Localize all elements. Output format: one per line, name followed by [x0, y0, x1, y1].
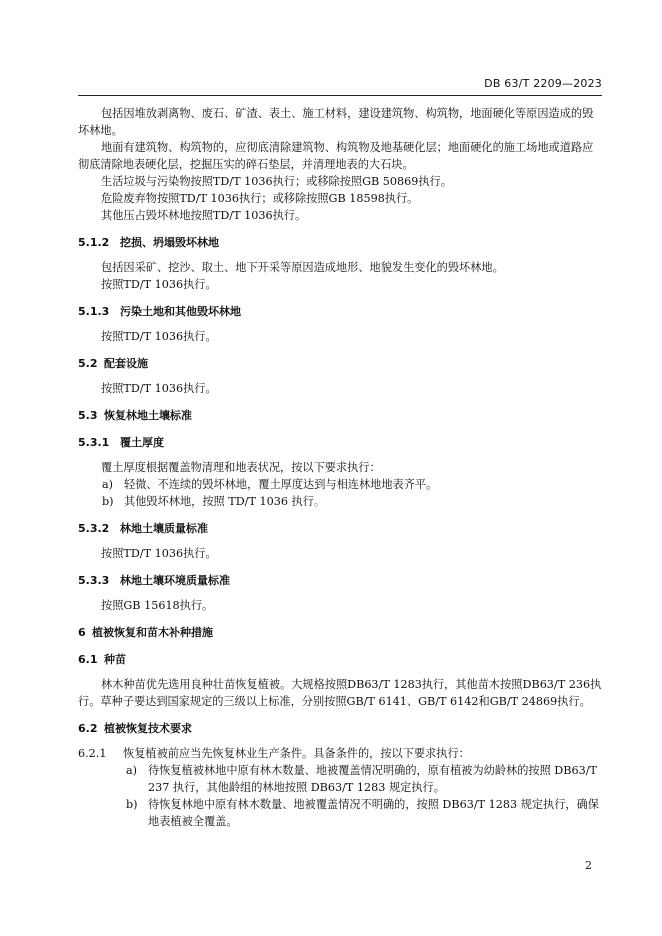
section-title: 配套设施: [104, 357, 148, 370]
section-heading-5-3-1: [78, 434, 602, 451]
list-marker: a): [126, 764, 138, 777]
list-item-end-mark: 。: [313, 495, 326, 508]
section-title: 林地土壤质量标准: [120, 522, 208, 535]
section-title: 污染土地和其他毁坏林地: [120, 305, 241, 318]
section-number: 6.1: [78, 653, 98, 666]
chapter-heading-6: [78, 624, 602, 641]
section-number: 5.3.3: [78, 574, 110, 587]
section-title: 林地土壤环境质量标准: [120, 574, 230, 587]
paragraph: 危险废弃物按照TD/T 1036执行；或移除按照GB 18598执行。: [101, 192, 419, 205]
section-heading-5-3-3: [78, 572, 602, 589]
section-number: 6.2: [78, 722, 98, 735]
section-number: 5.1.2: [78, 236, 110, 249]
paragraph: 按照TD/T 1036执行。: [101, 547, 217, 560]
section-heading-5-1-2: [78, 234, 602, 251]
list-item: [78, 762, 602, 796]
section-heading-6-1: [78, 651, 602, 668]
section-title: 恢复林地土壤标准: [104, 409, 192, 422]
paragraph: 其他压占毁坏林地按照TD/T 1036执行。: [101, 209, 307, 222]
section-heading-5-3: [78, 407, 602, 424]
paragraph: 按照TD/T 1036执行。: [101, 330, 217, 343]
section-heading-6-2: [78, 720, 602, 737]
paragraph: 按照TD/T 1036执行。: [101, 278, 217, 291]
subclause-text: 恢复植被前应当先恢复林业生产条件。具备条件的，按以下要求执行：: [123, 747, 470, 760]
list-item-text: 待恢复植被林地中原有林木数量、地被覆盖情况明确的，原有植被为幼龄林的按照 DB63/T 237 执行，其他龄组的林地按照 DB63/T 1283 规定执行。: [148, 764, 597, 794]
section-number: 6: [78, 626, 86, 639]
paragraph: 包括因堆放剥离物、废石、矿渣、表土、施工材料，建设建筑物、构筑物，地面硬化等原因造成的毁坏林地。: [78, 107, 594, 137]
paragraph: 覆土厚度根据覆盖物清理和地表状况，按以下要求执行：: [101, 461, 381, 474]
section-number: 5.1.3: [78, 305, 110, 318]
list-marker: b): [126, 798, 138, 811]
section-number: 5.2: [78, 357, 98, 370]
section-title: 覆土厚度: [120, 436, 164, 449]
list-item-text: 待恢复林地中原有林木数量、地被覆盖情况不明确的，按照 DB63/T 1283 规定执行，确保地表植被全覆盖。: [148, 798, 599, 828]
section-heading-5-2: [78, 355, 602, 372]
list-item-text: 其他毁坏林地，按照 TD/T 1036 执行: [124, 495, 314, 508]
paragraph: 按照GB 15618执行。: [101, 599, 214, 612]
section-title: 挖损、坍塌毁坏林地: [120, 236, 219, 249]
paragraph: 地面有建筑物、构筑物的，应彻底清除建筑物、构筑物及地基硬化层；地面硬化的施工场地或道路应彻底清除地表硬化层，挖掘压实的碎石垫层，并清理地表的大石块。: [78, 141, 594, 171]
paragraph: 包括因采矿、挖沙、取土、地下开采等原因造成地形、地貌发生变化的毁坏林地。: [101, 261, 504, 274]
list-item: [78, 796, 602, 830]
document-body: [78, 105, 602, 830]
section-title: 植被恢复和苗木补种措施: [92, 626, 213, 639]
section-number: 5.3.1: [78, 436, 110, 449]
list-item-text: 轻微、不连续的毁坏林地，覆土厚度达到与相连林地地表齐平。: [124, 478, 438, 491]
standard-code: DB 63/T 2209—2023: [484, 77, 602, 90]
section-number: 5.3: [78, 409, 98, 422]
paragraph: 林木种苗优先选用良种壮苗恢复植被。大规格按照DB63/T 1283执行，其他苗木按照DB63/T 236执行。草种子要达到国家规定的三级以上标准，分别按照GB/T 6141、GB/T 6142和GB/T 24869执行。: [78, 678, 602, 708]
subclause-number: 6.2.1: [78, 747, 107, 760]
list-marker: b): [102, 495, 114, 508]
list-marker: a): [102, 478, 114, 491]
paragraph: 按照TD/T 1036执行。: [101, 382, 217, 395]
subclause-6-2-1: [78, 745, 602, 762]
paragraph: 生活垃圾与污染物按照TD/T 1036执行；或移除按照GB 50869执行。: [101, 175, 452, 188]
section-number: 5.3.2: [78, 522, 110, 535]
list-item: [78, 493, 602, 510]
page-number: 2: [585, 859, 592, 872]
section-heading-5-1-3: [78, 303, 602, 320]
section-title: 种苗: [104, 653, 126, 666]
section-heading-5-3-2: [78, 520, 602, 537]
section-title: 植被恢复技术要求: [104, 722, 192, 735]
list-item: [78, 476, 602, 493]
header-rule: [78, 95, 602, 96]
